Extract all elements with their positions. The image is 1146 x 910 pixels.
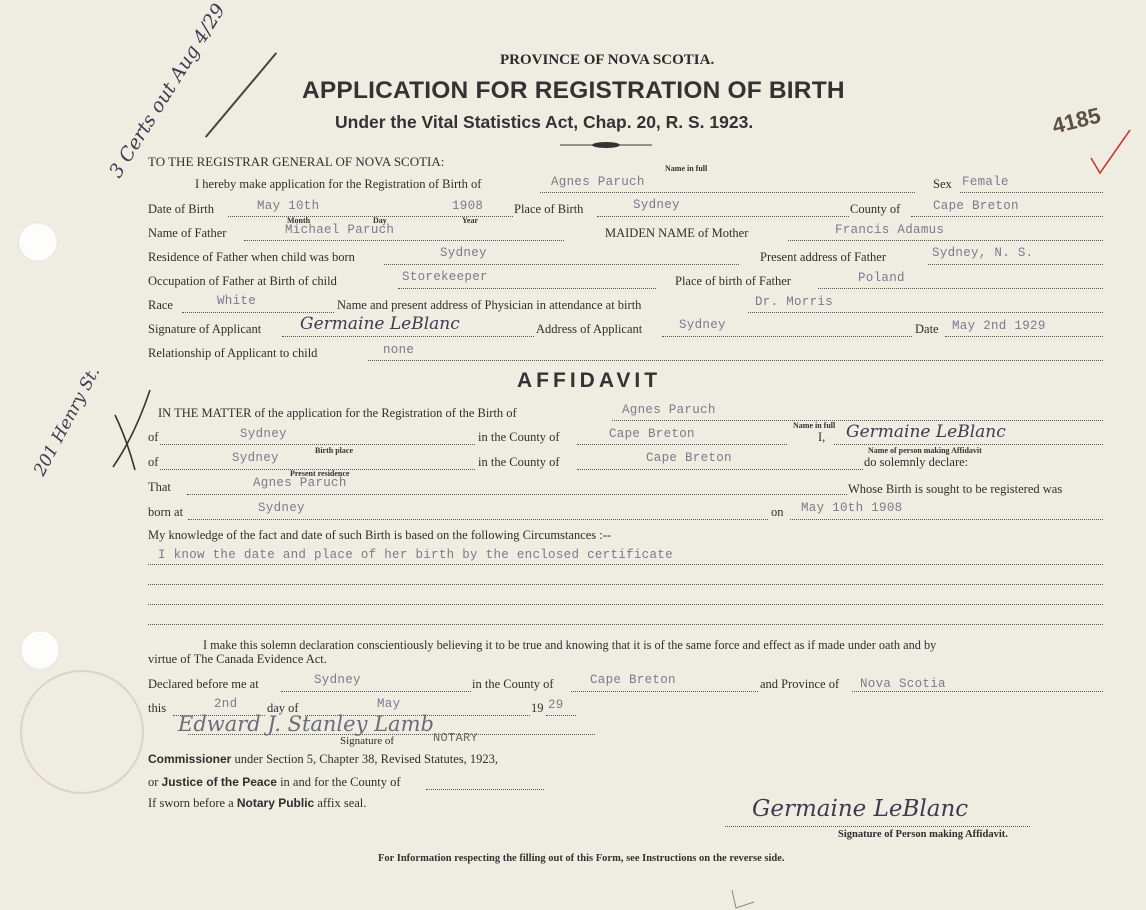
form-title: APPLICATION FOR REGISTRATION OF BIRTH [302,77,845,104]
residence-line [384,264,739,265]
affiant-signature-caption: Signature of Person making Affidavit. [838,829,1008,840]
relationship-label: Relationship of Applicant to child [148,346,318,360]
applicant-signature-line [282,336,534,337]
knowledge-label: My knowledge of the fact and date of such Birth is based on the following Circumstances :-- [148,528,612,542]
father-birthplace-label: Place of birth of Father [675,274,791,288]
born-at-line [188,519,768,520]
father-birthplace-line [818,288,1103,289]
declared-county-line [571,691,758,692]
father-line [244,240,564,241]
present-address-field: Sydney, N. S. [932,246,1034,260]
circumstance-line-3 [148,604,1103,605]
notary-note-1: If sworn before a [148,796,234,810]
that-line [187,494,847,495]
declared-county-field: Cape Breton [590,673,676,687]
embossed-seal [20,670,144,794]
present-residence-caption: Present residence [290,469,350,478]
county-line [911,216,1103,217]
place-of-birth-field: Sydney [633,198,680,212]
province-label: and Province of [760,677,840,691]
birth-county-field: Cape Breton [609,427,695,441]
corner-arrow-mark [728,888,758,910]
notary-note-bold: Notary Public [236,796,315,810]
date-label: Date [915,322,939,336]
father-birthplace-field: Poland [858,271,905,285]
applicant-signature: Germaine LeBlanc [300,314,460,334]
form-subtitle: Under the Vital Statistics Act, Chap. 20, R. S. 1923. [335,112,754,132]
affiant-name-signature: Germaine LeBlanc [846,422,1006,442]
physician-line [748,312,1103,313]
place-of-birth-line [597,216,849,217]
affiant-name-caption: Name of person making Affidavit [868,446,982,455]
residence-county-field: Cape Breton [646,451,732,465]
applicant-address-line [662,336,912,337]
birth-place-caption: Birth place [315,446,353,455]
occupation-line [398,288,656,289]
declared-place-field: Sydney [314,673,361,687]
registrar-address: TO THE REGISTRAR GENERAL OF NOVA SCOTIA: [148,154,445,169]
binding-hole-bottom [20,630,60,670]
matter-label: IN THE MATTER of the application for the Registration of the Birth of [158,406,517,420]
in-county-label-2: in the County of [478,455,560,469]
dob-month-day-field: May 10th [257,199,320,213]
i-label: I, [818,430,826,444]
sex-field: Female [962,175,1009,189]
sex-label: Sex [933,177,952,191]
declared-label: Declared before me at [148,677,259,691]
affidavit-heading: AFFIDAVIT [517,369,662,392]
birth-county-line [577,444,787,445]
declaration-line-1: I make this solemn declaration conscientiously believing it to be true and knowing that it is of the same force and effect as if made under oath and by [203,638,937,652]
circumstance-field: I know the date and place of her birth by the enclosed certificate [158,548,673,562]
father-field: Michael Paruch [285,223,395,237]
born-at-field: Sydney [258,501,305,515]
applicant-address-label: Address of Applicant [536,322,643,336]
occupation-label: Occupation of Father at Birth of child [148,274,337,288]
dob-label: Date of Birth [148,202,214,216]
relationship-field: none [383,343,415,357]
declaration-line-2: virtue of The Canada Evidence Act. [148,652,327,666]
county-field: Cape Breton [933,199,1019,213]
mother-line [788,240,1103,241]
declared-place-line [281,691,471,692]
of-label-2: of [148,455,159,469]
circumstance-line-4 [148,624,1103,625]
footer-instructions: For Information respecting the filling out of this Form, see Instructions on the reverse side. [378,853,785,864]
red-check-mark [1088,128,1133,178]
present-address-line [928,264,1103,265]
province-line [852,691,1103,692]
physician-label: Name and present address of Physician in attendance at birth [337,298,642,312]
province-heading: PROVINCE OF NOVA SCOTIA. [500,52,715,68]
that-name-field: Agnes Paruch [253,476,347,490]
circumstance-line-1 [148,564,1103,565]
mother-label: MAIDEN NAME of Mother [605,226,749,240]
of-label-1: of [148,430,159,444]
race-line [182,312,334,313]
affiant-name-line [834,444,1103,445]
year-suffix-field: 29 [548,698,564,712]
born-on-line [790,519,1103,520]
race-label: Race [148,298,173,312]
year-caption: Year [462,216,478,225]
dob-year-field: 1908 [452,199,484,213]
residence-label: Residence of Father when child was born [148,250,355,264]
occupation-field: Storekeeper [402,270,488,284]
notary-note-2: affix seal. [317,796,367,810]
year-prefix: 19 [531,701,544,715]
day-of-label: day of [267,701,299,715]
title-ornament [560,140,652,150]
date-line [945,336,1103,337]
present-residence-field: Sydney [232,451,279,465]
notary-signature: Edward J. Stanley Lamb [178,712,434,736]
day-field: 2nd [214,697,238,711]
notary-title-stamp: NOTARY [433,731,479,745]
application-date-field: May 2nd 1929 [952,319,1046,333]
affiant-signature: Germaine LeBlanc [752,796,969,822]
place-of-birth-label: Place of Birth [514,202,584,216]
born-at-label: born at [148,505,184,519]
birth-place-field: Sydney [240,427,287,441]
birth-place-line [160,444,475,445]
name-line [540,192,915,193]
relationship-line [368,360,1103,361]
justice-text: in and for the County of [280,775,401,789]
commissioner-bold: Commissioner [148,752,232,766]
father-label: Name of Father [148,226,227,240]
justice-line [148,775,401,790]
child-name-field: Agnes Paruch [551,175,645,189]
residence-county-line [577,469,863,470]
affiant-signature-line [725,826,1030,827]
margin-note: 3 Certs out Aug 4/29 [105,0,230,182]
applicant-address-field: Sydney [679,318,726,332]
commissioner-line [148,752,498,767]
mother-field: Francis Adamus [835,223,945,237]
race-field: White [217,294,257,308]
day-caption: Day [373,216,387,225]
province-field: Nova Scotia [860,677,946,691]
matter-name-caption: Name in full [793,421,836,430]
commissioner-text: under Section 5, Chapter 38, Revised Statutes, 1923, [234,752,498,766]
matter-line [612,420,1103,421]
or-label: or [148,775,159,789]
address-note: 201 Henry St. [30,363,105,480]
applicant-signature-label: Signature of Applicant [148,322,262,336]
intro-label: I hereby make application for the Registration of Birth of [195,177,482,191]
present-address-label: Present address of Father [760,250,887,264]
justice-county-line [426,789,544,790]
file-number: 4185 [1049,102,1104,139]
circumstance-line-2 [148,584,1103,585]
year-line [546,715,576,716]
physician-field: Dr. Morris [755,295,834,309]
justice-bold: Justice of the Peace [161,775,277,789]
month-field: May [377,697,401,711]
solemnly-declare: do solemnly declare: [864,455,969,469]
residence-field: Sydney [440,246,487,260]
born-on-field: May 10th 1908 [801,501,903,515]
notary-seal-note [148,796,366,811]
in-county-label-1: in the County of [478,430,560,444]
that-label: That [148,480,171,494]
this-label: this [148,701,167,715]
whose-birth-label: Whose Birth is sought to be registered was [848,482,1063,496]
name-caption: Name in full [665,164,708,173]
matter-name-field: Agnes Paruch [622,403,716,417]
margin-slash-mark [205,52,277,138]
in-county-label-3: in the County of [472,677,554,691]
county-label: County of [850,202,901,216]
binding-hole-top [18,222,58,262]
sex-line [960,192,1103,193]
on-label: on [771,505,784,519]
signature-of-label: Signature of [340,735,395,747]
month-caption: Month [287,216,311,225]
